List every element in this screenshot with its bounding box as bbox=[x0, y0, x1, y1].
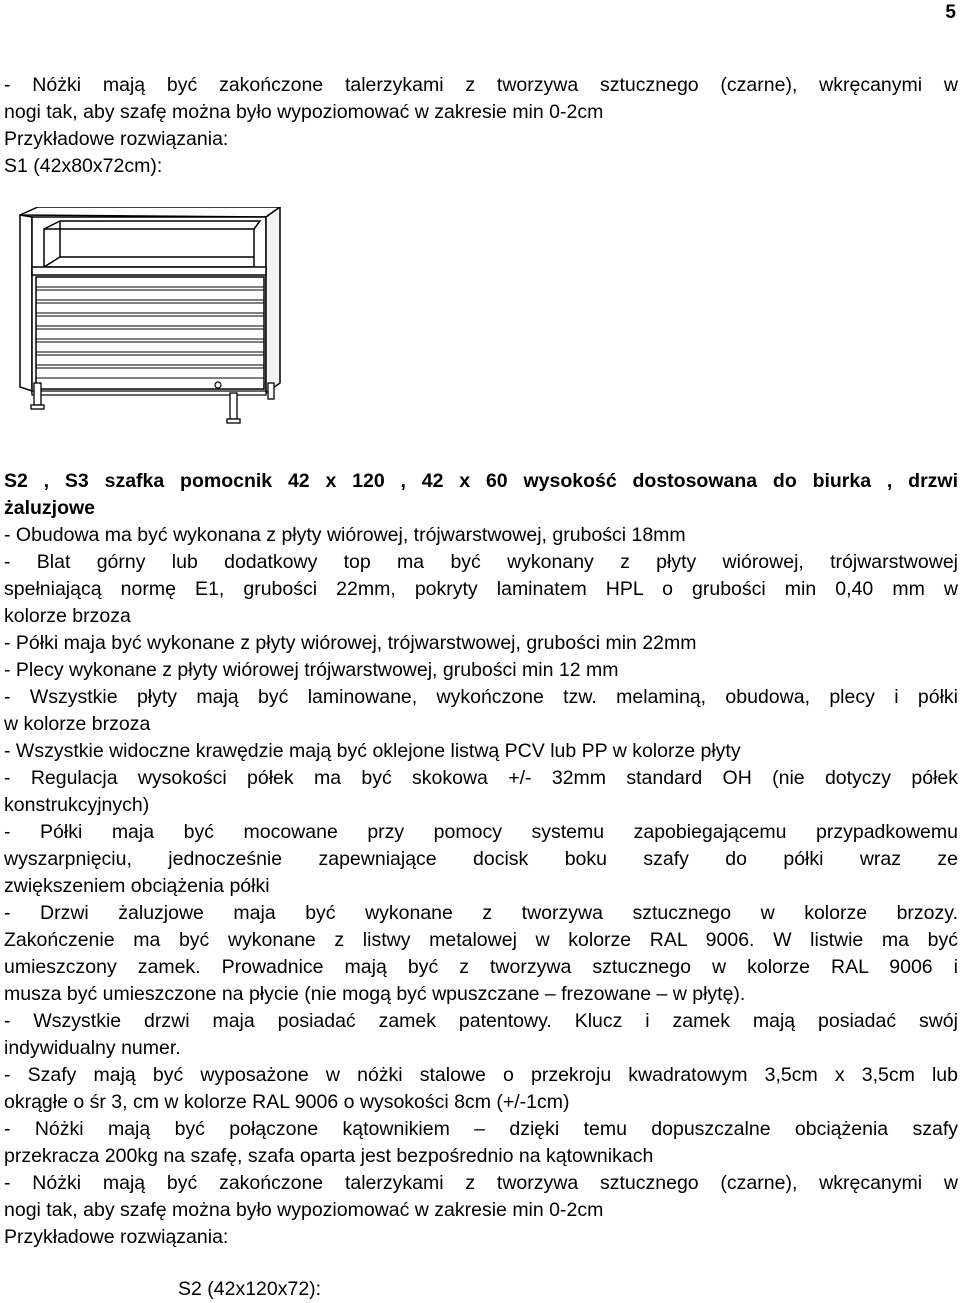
cabinet-illustration bbox=[16, 207, 286, 432]
text-line: - Nóżki mają być zakończone talerzykami z tworzywa sztucznego (czarne), wkręcanymi w bbox=[4, 1172, 958, 1194]
text-line: - Szafy mają być wyposażone w nóżki stalowe o przekroju kwadratowym 3,5cm x 3,5cm lub bbox=[4, 1064, 958, 1086]
text-line: - Półki maja być mocowane przy pomocy systemu zapobiegającemu przypadkowemu bbox=[4, 821, 958, 843]
text-line: - Wszystkie widoczne krawędzie mają być oklejone listwą PCV lub PP w kolorze płyty bbox=[4, 740, 741, 762]
text-line: przekracza 200kg na szafę, szafa oparta jest bezpośrednio na kątownikach bbox=[4, 1145, 654, 1167]
text-line: umieszczony zamek. Prowadnice mają być z tworzywa sztucznego w kolorze RAL 9006 i bbox=[4, 956, 958, 978]
text-line: w kolorze brzoza bbox=[4, 713, 151, 735]
text-line: - Wszystkie płyty mają być laminowane, wykończone tzw. melaminą, obudowa, plecy i półki bbox=[4, 686, 958, 708]
text-line: nogi tak, aby szafę można było wypoziomować w zakresie min 0-2cm bbox=[4, 101, 604, 123]
text-line: Przykładowe rozwiązania: bbox=[4, 128, 229, 150]
text-line: - Obudowa ma być wykonana z płyty wiórowej, trójwarstwowej, grubości 18mm bbox=[4, 524, 686, 546]
figure-caption: S2 (42x120x72): bbox=[178, 1278, 322, 1300]
text-line: wyszarpnięciu, jednocześnie zapewniające docisk boku szafy do półki wraz ze bbox=[4, 848, 958, 870]
text-line: - Regulacja wysokości półek ma być skokowa +/- 32mm standard OH (nie dotyczy półek bbox=[4, 767, 958, 789]
text-line: Przykładowe rozwiązania: bbox=[4, 1226, 229, 1248]
text-line: indywidualny numer. bbox=[4, 1037, 181, 1059]
text-line: spełniającą normę E1, grubości 22mm, pokryty laminatem HPL o grubości min 0,40 mm w bbox=[4, 578, 958, 600]
text-line: - Blat górny lub dodatkowy top ma być wykonany z płyty wiórowej, trójwarstwowej bbox=[4, 551, 958, 573]
figure-caption: S1 (42x80x72cm): bbox=[4, 155, 163, 177]
text-line: - Drzwi żaluzjowe maja być wykonane z tworzywa sztucznego w kolorze brzozy. bbox=[4, 902, 958, 924]
text-line: zwiększeniem obciążenia półki bbox=[4, 875, 270, 897]
page-number: 5 bbox=[945, 2, 956, 23]
text-line: musza być umieszczone na płycie (nie mogą być wpuszczane – frezowane – w płytę). bbox=[4, 983, 746, 1005]
section-heading: S2 , S3 szafka pomocnik 42 x 120 , 42 x 60 wysokość dostosowana do biurka , drzwi bbox=[4, 470, 958, 492]
text-line: nogi tak, aby szafę można było wypoziomować w zakresie min 0-2cm bbox=[4, 1199, 604, 1221]
text-line: - Półki maja być wykonane z płyty wiórowej, trójwarstwowej, grubości min 22mm bbox=[4, 632, 697, 654]
text-line: kolorze brzoza bbox=[4, 605, 131, 627]
text-line: Zakończenie ma być wykonane z listwy metalowej w kolorze RAL 9006. W listwie ma być bbox=[4, 929, 958, 951]
text-line: - Nóżki mają być zakończone talerzykami z tworzywa sztucznego (czarne), wkręcanymi w bbox=[4, 74, 958, 96]
section-heading: żaluzjowe bbox=[4, 497, 96, 519]
text-line: konstrukcyjnych) bbox=[4, 794, 150, 816]
text-line: okrągłe o śr 3, cm w kolorze RAL 9006 o wysokości 8cm (+/-1cm) bbox=[4, 1091, 570, 1113]
text-line: - Plecy wykonane z płyty wiórowej trójwarstwowej, grubości min 12 mm bbox=[4, 659, 619, 681]
text-line: - Nóżki mają być połączone kątownikiem – dzięki temu dopuszczalne obciążenia szafy bbox=[4, 1118, 958, 1140]
text-line: - Wszystkie drzwi maja posiadać zamek patentowy. Klucz i zamek mają posiadać swój bbox=[4, 1010, 958, 1032]
